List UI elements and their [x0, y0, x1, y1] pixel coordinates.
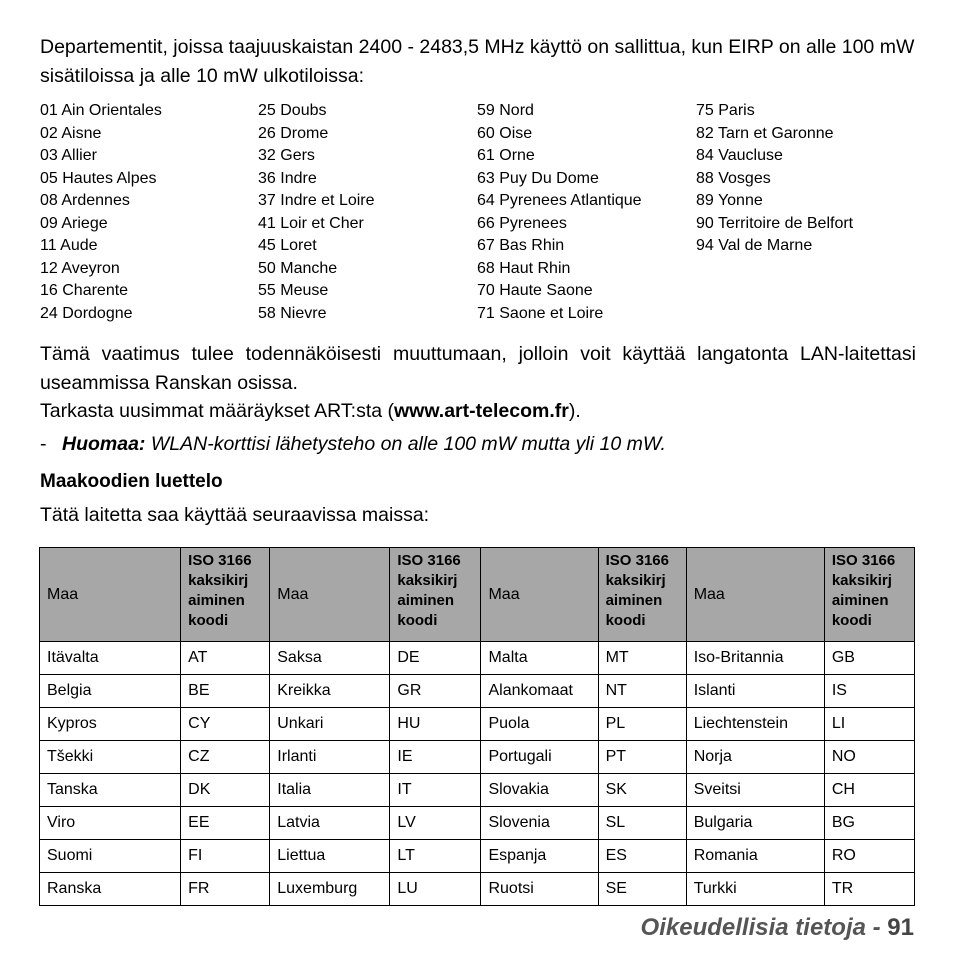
code-cell: CZ — [181, 741, 270, 774]
department-item: 55 Meuse — [258, 282, 329, 299]
department-item: 60 Oise — [477, 124, 533, 142]
department-item: 12 Aveyron — [40, 259, 120, 277]
country-cell: Irlanti — [270, 741, 390, 774]
country-code-table — [39, 547, 915, 906]
code-cell: PT — [598, 741, 686, 774]
department-column-3 — [477, 100, 642, 325]
country-cell: Belgia — [40, 675, 181, 708]
table-row — [40, 807, 915, 840]
country-cell: Kypros — [40, 708, 181, 741]
country-cell: Sveitsi — [686, 774, 824, 807]
code-cell: HU — [390, 708, 481, 741]
department-item: 11 Aude — [40, 237, 98, 254]
code-cell: LT — [390, 840, 481, 873]
country-cell: Tanska — [40, 774, 181, 807]
department-item: 25 Doubs — [258, 102, 327, 119]
code-cell: GR — [390, 675, 481, 708]
table-row — [40, 741, 915, 774]
country-cell: Espanja — [481, 840, 598, 873]
country-cell: Ruotsi — [481, 873, 598, 906]
code-cell: LV — [390, 807, 481, 840]
department-item: 58 Nievre — [258, 304, 327, 322]
department-item: 67 Bas Rhin — [477, 237, 565, 254]
check-text-after: ). — [568, 400, 581, 422]
country-cell: Ranska — [40, 873, 181, 906]
department-item: 02 Aisne — [40, 124, 102, 142]
country-column-header: Maa — [481, 548, 598, 642]
country-cell: Latvia — [270, 807, 390, 840]
code-cell: IT — [390, 774, 481, 807]
section-heading: Maakoodien luettelo — [40, 471, 223, 492]
country-cell: Italia — [270, 774, 390, 807]
department-item: 70 Haute Saone — [477, 282, 593, 299]
department-item: 45 Loret — [258, 237, 317, 254]
country-column-header: Maa — [270, 548, 390, 642]
country-cell: Saksa — [270, 642, 390, 675]
department-item: 37 Indre et Loire — [258, 192, 375, 209]
country-cell: Liettua — [270, 840, 390, 873]
department-item: 71 Saone et Loire — [477, 304, 604, 322]
country-column-header: Maa — [686, 548, 824, 642]
code-cell: CY — [181, 708, 270, 741]
department-item: 75 Paris — [696, 102, 755, 119]
code-cell: ES — [598, 840, 686, 873]
country-column-header: Maa — [40, 548, 181, 642]
iso-code-column-header: ISO 3166 kaksikirj aiminen koodi — [181, 548, 270, 642]
country-cell: Luxemburg — [270, 873, 390, 906]
page-footer — [641, 914, 914, 942]
country-cell: Viro — [40, 807, 181, 840]
department-item: 88 Vosges — [696, 169, 771, 187]
department-item: 50 Manche — [258, 259, 338, 277]
note-line — [40, 430, 666, 459]
department-item: 01 Ain Orientales — [40, 102, 162, 119]
country-cell: Bulgaria — [686, 807, 824, 840]
country-cell: Kreikka — [270, 675, 390, 708]
code-cell: IE — [390, 741, 481, 774]
note-dash: - — [40, 433, 47, 455]
country-cell: Turkki — [686, 873, 824, 906]
code-cell: AT — [181, 642, 270, 675]
code-cell: TR — [824, 873, 914, 906]
table-row — [40, 642, 915, 675]
country-cell: Norja — [686, 741, 824, 774]
code-cell: EE — [181, 807, 270, 840]
iso-code-column-header: ISO 3166 kaksikirj aiminen koodi — [598, 548, 686, 642]
check-text-before: Tarkasta uusimmat määräykset ART:sta ( — [40, 400, 395, 422]
department-item: 68 Haut Rhin — [477, 259, 571, 277]
code-cell: SE — [598, 873, 686, 906]
country-cell: Malta — [481, 642, 598, 675]
country-cell: Romania — [686, 840, 824, 873]
department-item: 84 Vaucluse — [696, 147, 783, 164]
department-item: 24 Dordogne — [40, 304, 133, 322]
intro-paragraph: Departementit, joissa taajuuskaistan 2400 - 2483,5 MHz käyttö on sallittua, kun EIRP on alle 100 mW sisätiloissa ja alle 10 mW ulkotiloissa: — [40, 36, 915, 87]
country-cell: Itävalta — [40, 642, 181, 675]
department-item: 16 Charente — [40, 282, 129, 299]
country-cell: Unkari — [270, 708, 390, 741]
code-cell: IS — [824, 675, 914, 708]
code-cell: FI — [181, 840, 270, 873]
department-item: 09 Ariege — [40, 214, 108, 232]
table-row — [40, 675, 915, 708]
department-column-2 — [258, 100, 375, 325]
code-cell: RO — [824, 840, 914, 873]
department-item: 05 Hautes Alpes — [40, 169, 157, 187]
check-regulations-line — [40, 397, 581, 426]
country-cell: Puola — [481, 708, 598, 741]
country-cell: Slovakia — [481, 774, 598, 807]
department-item: 36 Indre — [258, 169, 317, 187]
department-item: 26 Drome — [258, 124, 329, 142]
note-text: WLAN-korttisi lähetysteho on alle 100 mW mutta yli 10 mW. — [145, 433, 666, 455]
code-cell: DK — [181, 774, 270, 807]
department-item: 32 Gers — [258, 147, 315, 164]
code-cell: LI — [824, 708, 914, 741]
page-number: 91 — [887, 914, 914, 941]
iso-code-column-header: ISO 3166 kaksikirj aiminen koodi — [390, 548, 481, 642]
department-item: 63 Puy Du Dome — [477, 169, 599, 187]
country-cell: Slovenia — [481, 807, 598, 840]
country-cell: Liechtenstein — [686, 708, 824, 741]
code-cell: NT — [598, 675, 686, 708]
footer-section-title: Oikeudellisia tietoja - — [640, 914, 881, 941]
table-row — [40, 774, 915, 807]
department-item: 66 Pyrenees — [477, 214, 567, 232]
section-subtext: Tätä laitetta saa käyttää seuraavissa maissa: — [40, 504, 430, 526]
iso-code-column-header: ISO 3166 kaksikirj aiminen koodi — [824, 548, 914, 642]
change-notice-paragraph: Tämä vaatimus tulee todennäköisesti muuttumaan, jolloin voit käyttää langatonta LAN-laitettasi useammissa Ranskan osissa. — [40, 343, 916, 394]
department-item: 41 Loir et Cher — [258, 214, 364, 232]
country-cell: Iso-Britannia — [686, 642, 824, 675]
department-item: 08 Ardennes — [40, 192, 130, 209]
country-cell: Portugali — [481, 741, 598, 774]
code-cell: SK — [598, 774, 686, 807]
code-cell: BG — [824, 807, 914, 840]
code-cell: MT — [598, 642, 686, 675]
department-item: 59 Nord — [477, 102, 534, 119]
table-row — [40, 840, 915, 873]
country-cell: Alankomaat — [481, 675, 598, 708]
department-item: 94 Val de Marne — [696, 237, 813, 254]
code-cell: NO — [824, 741, 914, 774]
table-row — [40, 708, 915, 741]
note-label: Huomaa: — [62, 433, 146, 455]
code-cell: CH — [824, 774, 914, 807]
code-cell: SL — [598, 807, 686, 840]
art-telecom-link[interactable]: www.art-telecom.fr — [394, 400, 569, 422]
department-item: 82 Tarn et Garonne — [696, 124, 834, 142]
table-row — [40, 873, 915, 906]
department-column-1 — [40, 100, 162, 325]
code-cell: DE — [390, 642, 481, 675]
department-column-4 — [696, 100, 853, 258]
department-item: 90 Territoire de Belfort — [696, 214, 854, 232]
code-cell: GB — [824, 642, 914, 675]
department-item: 89 Yonne — [696, 192, 763, 209]
department-item: 64 Pyrenees Atlantique — [477, 192, 642, 209]
code-cell: BE — [181, 675, 270, 708]
department-item: 61 Orne — [477, 147, 535, 164]
code-cell: FR — [181, 873, 270, 906]
table-header-row — [40, 548, 915, 642]
country-cell: Tšekki — [40, 741, 181, 774]
code-cell: LU — [390, 873, 481, 906]
country-cell: Islanti — [686, 675, 824, 708]
department-item: 03 Allier — [40, 147, 97, 164]
country-cell: Suomi — [40, 840, 181, 873]
code-cell: PL — [598, 708, 686, 741]
